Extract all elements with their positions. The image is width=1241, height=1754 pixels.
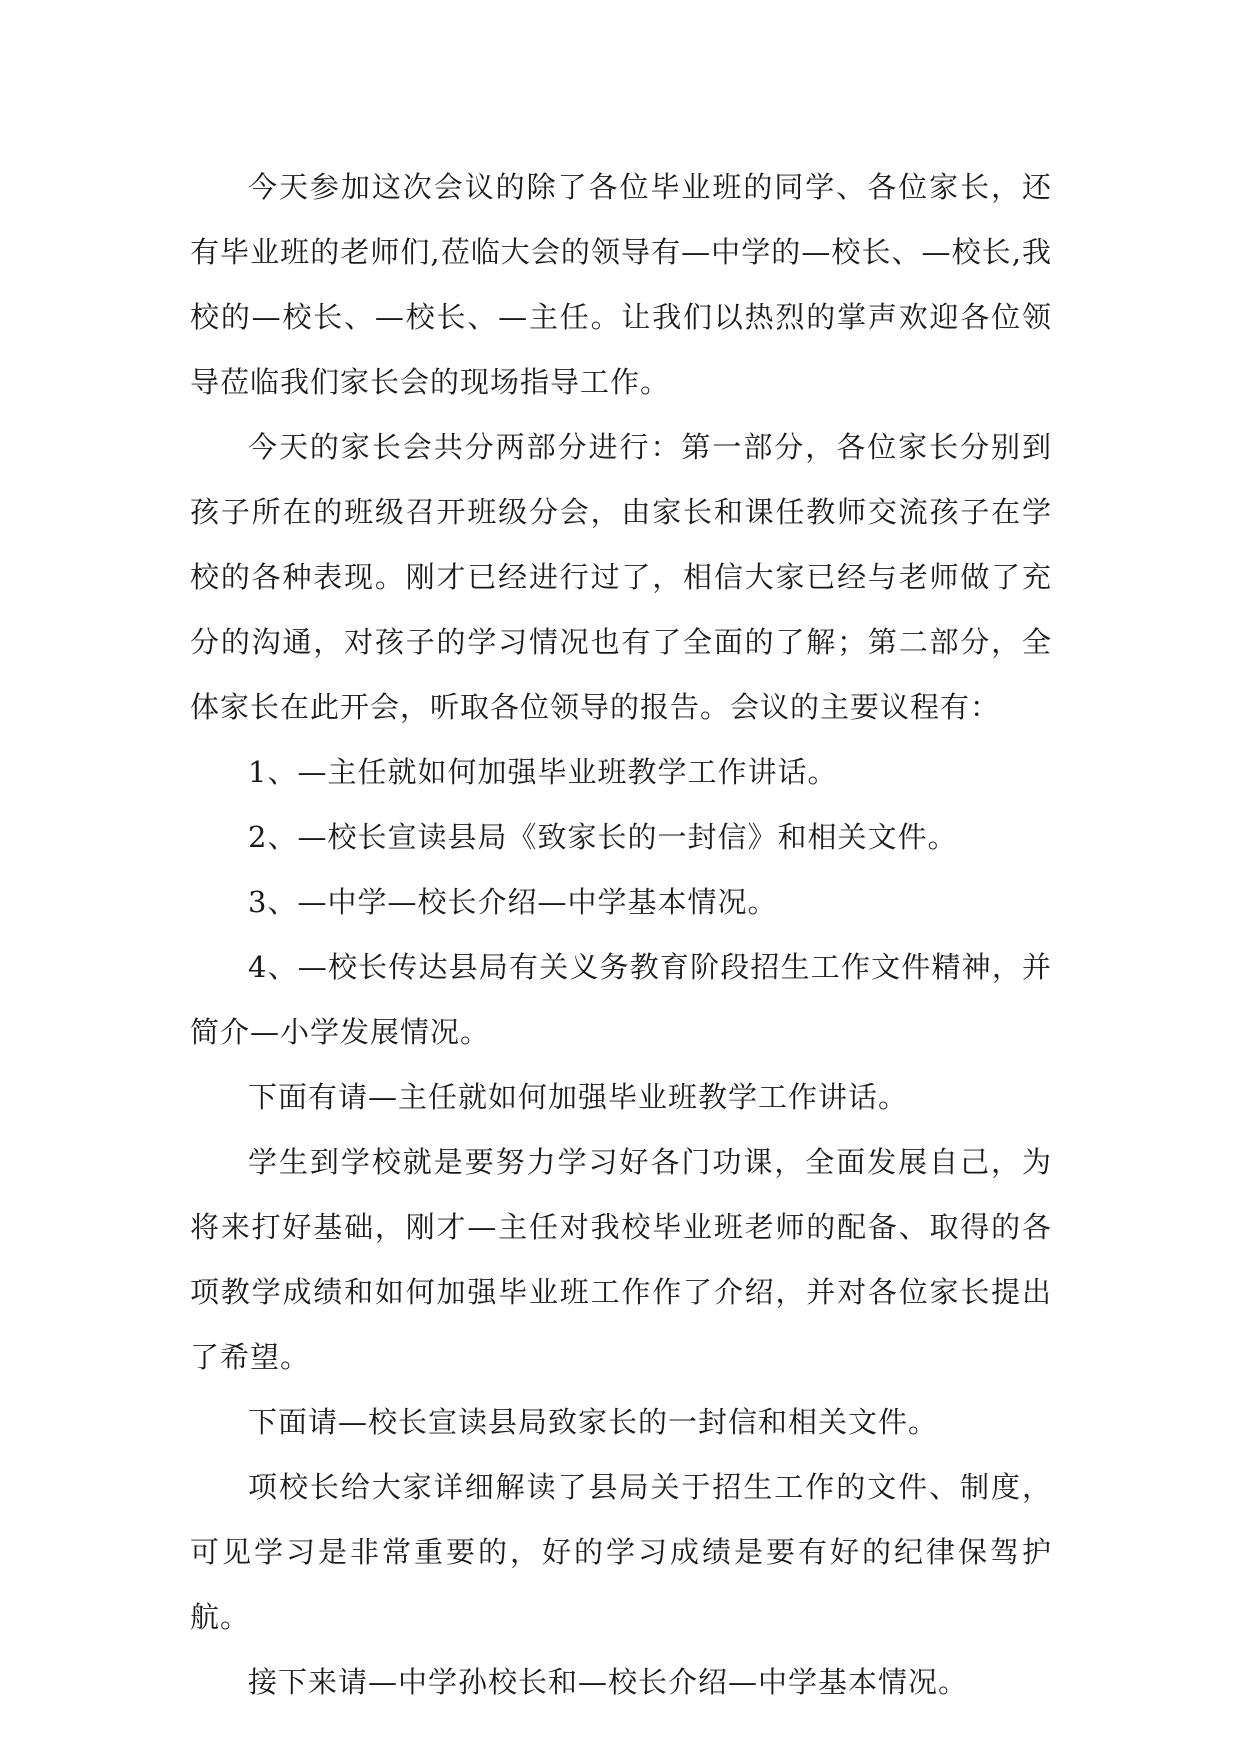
paragraph-principal-summary: 项校长给大家详细解读了县局关于招生工作的文件、制度，可见学习是非常重要的，好的学习成绩是要有好的纪律保驾护航。	[190, 1470, 1052, 1634]
paragraph-meeting-overview: 今天的家长会共分两部分进行：第一部分，各位家长分别到孩子所在的班级召开班级分会，由家长和课任教师交流孩子在学校的各种表现。刚才已经进行过了，相信大家已经与老师做了充分的沟通，对孩子的学习情况也有了全面的了解；第二部分，全体家长在此开会，听取各位领导的报告。会议的主要议程有：	[190, 430, 1052, 724]
document-body	[190, 155, 1052, 1715]
agenda-item-2: 2、—校长宣读县局《致家长的一封信》和相关文件。	[248, 820, 958, 854]
paragraph-director-summary: 学生到学校就是要努力学习好各门功课，全面发展自己，为将来打好基础，刚才—主任对我校毕业班老师的配备、取得的各项教学成绩和如何加强毕业班工作作了介绍，并对各位家长提出了希望。	[190, 1145, 1052, 1374]
agenda-item-4: 4、—校长传达县局有关义务教育阶段招生工作文件精神，并简介—小学发展情况。	[190, 950, 1052, 1049]
paragraph-invite-director: 下面有请—主任就如何加强毕业班教学工作讲话。	[248, 1080, 909, 1114]
paragraph-welcome: 今天参加这次会议的除了各位毕业班的同学、各位家长，还有毕业班的老师们,莅临大会的领导有—中学的—校长、—校长,我校的—校长、—校长、—主任。让我们以热烈的掌声欢迎各位领导莅临我们家长会的现场指导工作。	[190, 170, 1052, 399]
agenda-item-1: 1、—主任就如何加强毕业班教学工作讲话。	[248, 755, 838, 789]
paragraph-invite-middle-school: 接下来请—中学孙校长和—校长介绍—中学基本情况。	[248, 1665, 969, 1699]
agenda-item-3: 3、—中学—校长介绍—中学基本情况。	[248, 885, 778, 919]
paragraph-invite-principal: 下面请—校长宣读县局致家长的一封信和相关文件。	[248, 1405, 939, 1439]
